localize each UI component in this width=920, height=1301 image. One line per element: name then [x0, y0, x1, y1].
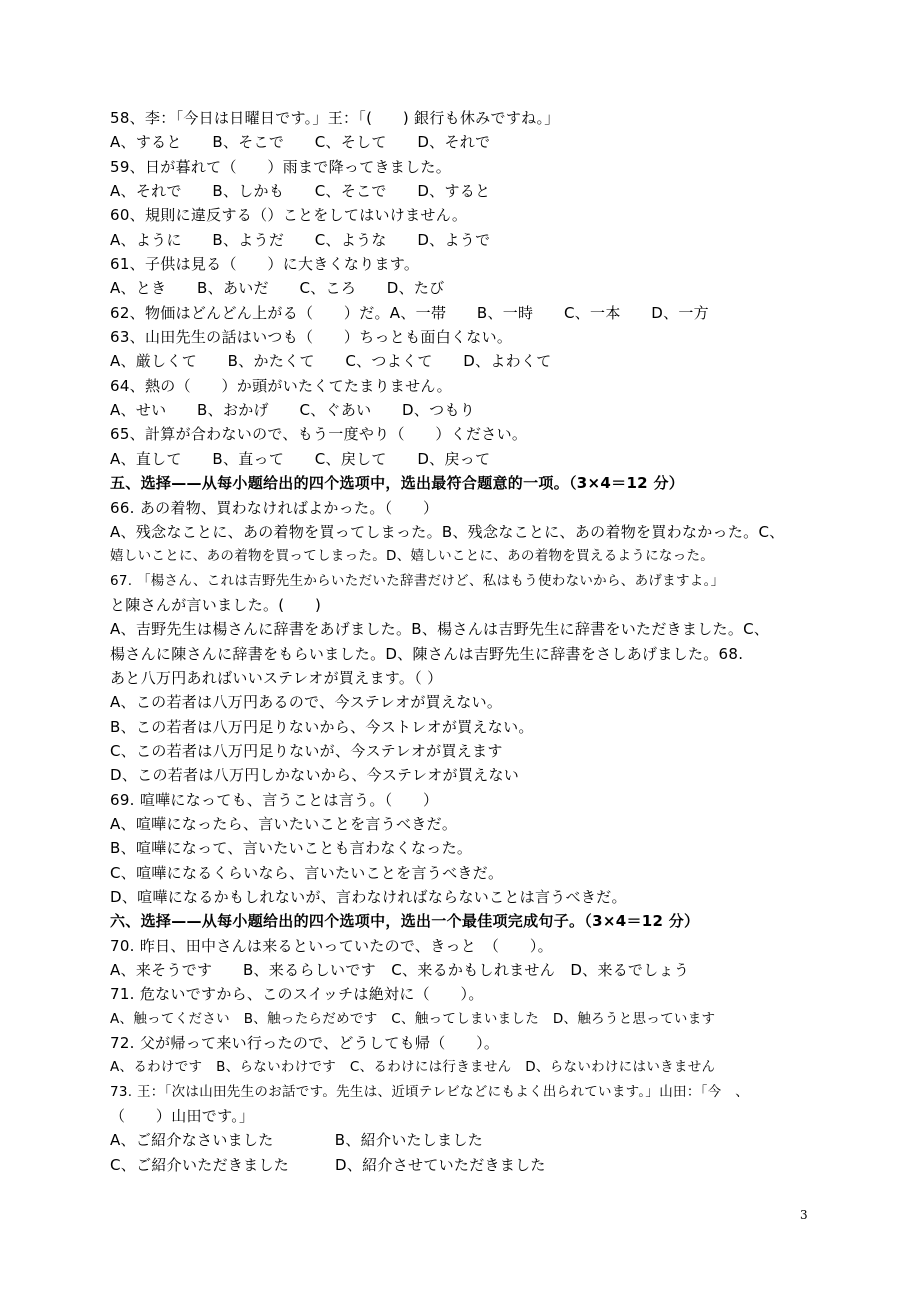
- question-69: 69. 喧嘩になっても、言うことは言う。（ ）: [110, 790, 439, 809]
- option-69-d: D、喧嘩になるかもしれないが、言わなければならないことは言うべきだ。: [110, 888, 627, 906]
- question-59: 59、日が暮れて（ ）雨まで降ってきました。: [110, 157, 451, 176]
- question-72: 72. 父が帰って来い行ったので、どうしても帰（ ）。: [110, 1034, 500, 1053]
- question-66: 66. あの着物、買わなければよかった。（ ）: [110, 498, 439, 517]
- option-69-b: B、喧嘩になって、言いたいことも言わなくなった。: [110, 839, 473, 858]
- question-68: あと八万円あればいいステレオが買えます。（ ）: [110, 668, 443, 687]
- options-65: A、直して B、直って C、戻して D、戻って: [110, 449, 491, 468]
- page-number: 3: [800, 1208, 808, 1222]
- question-71: 71. 危ないですから、このスイッチは絶対に（ ）。: [110, 985, 484, 1004]
- options-70: A、来そうです B、来るらしいです C、来るかもしれません D、来るでしょう: [110, 961, 690, 980]
- options-64: A、せい B、おかげ C、ぐあい D、つもり: [110, 401, 476, 420]
- options-72: A、るわけです B、らないわけです C、るわけには行きません D、らないわけにはいきません: [110, 1059, 716, 1076]
- option-68-d: D、この若者は八万円しかないから、今ステレオが買えない: [110, 766, 520, 785]
- question-70: 70. 昨日、田中さんは来るといっていたので、きっと （ ）。: [110, 936, 553, 955]
- options-71: A、触ってください B、触ったらだめです C、触ってしまいました D、触ろうと思っています: [110, 1010, 716, 1027]
- question-64: 64、熱の（ ）か頭がいたくてたまりません。: [110, 376, 452, 395]
- question-62: 62、物価はどんどん上がる（ ）だ。A、一帯 B、一時 C、一本 D、一方: [110, 303, 709, 322]
- option-68-a: A、この若者は八万円あるので、今ステレオが買えない。: [110, 693, 503, 712]
- options-60: A、ように B、ようだ C、ような D、ようで: [110, 230, 491, 249]
- question-67-cont: と陳さんが言いました。( ): [110, 595, 322, 614]
- exam-page-body: [110, 106, 830, 1177]
- section-5-heading: 五、选择——从每小题给出的四个选项中，选出最符合题意的一项。（3×4＝12 分）: [110, 474, 685, 493]
- options-66-a: A、残念なことに、あの着物を買ってしまった。B、残念なことに、あの着物を買わなかった。C、: [110, 522, 785, 541]
- question-60: 60、規則に違反する（）ことをしてはいけません。: [110, 206, 468, 225]
- options-63: A、厳しくて B、かたくて C、つよくて D、よわくて: [110, 352, 552, 371]
- options-66-b: 嬉しいことに、あの着物を買ってしまった。D、嬉しいことに、あの着物を買えるようになった。: [110, 548, 715, 565]
- question-67: 67. 「楊さん、これは吉野先生からいただいた辞書だけど、私はもう使わないから、あげますよ。」: [110, 572, 725, 589]
- options-67-a: A、吉野先生は楊さんに辞書をあげました。B、楊さんは吉野先生に辞書をいただきました。C、: [110, 620, 770, 639]
- options-67-b: 楊さんに陳さんに辞書をもらいました。D、陳さんは吉野先生に辞書をさしあげました。68.: [110, 644, 744, 663]
- option-69-c: C、喧嘩になるくらいなら、言いたいことを言うべきだ。: [110, 863, 504, 882]
- option-68-b: B、この若者は八万円足りないから、今ストレオが買えない。: [110, 717, 534, 736]
- options-73-ab: A、ご紹介なさいました B、紹介いたしました: [110, 1131, 484, 1150]
- question-65: 65、計算が合わないので、もう一度やり（ ）ください。: [110, 425, 528, 444]
- question-63: 63、山田先生の話はいつも（ ）ちっとも面白くない。: [110, 328, 513, 347]
- question-73: 73. 王：「次は山田先生のお話です。先生は、近頃テレビなどにもよく出られています。」山田：「今 、: [110, 1083, 750, 1100]
- options-61: A、とき B、あいだ C、ころ D、たび: [110, 279, 445, 298]
- option-68-c: C、この若者は八万円足りないが、今ステレオが買えます: [110, 741, 503, 760]
- question-61: 61、子供は見る（ ）に大きくなります。: [110, 255, 420, 274]
- section-6-heading: 六、选择——从每小题给出的四个选项中，选出一个最佳项完成句子。（3×4＝12 分）: [110, 912, 700, 931]
- options-73-cd: C、ご紹介いただきました D、紹介させていただきました: [110, 1155, 546, 1174]
- question-58: 58、李：「今日は日曜日です。」王：「( ) 銀行も休みですね。」: [110, 109, 560, 127]
- options-58: A、すると B、そこで C、そして D、それで: [110, 133, 491, 152]
- options-59: A、それで B、しかも C、そこで D、すると: [110, 182, 491, 201]
- option-69-a: A、喧嘩になったら、言いたいことを言うべきだ。: [110, 814, 458, 833]
- question-73-cont: （ ）山田です。」: [110, 1107, 255, 1126]
